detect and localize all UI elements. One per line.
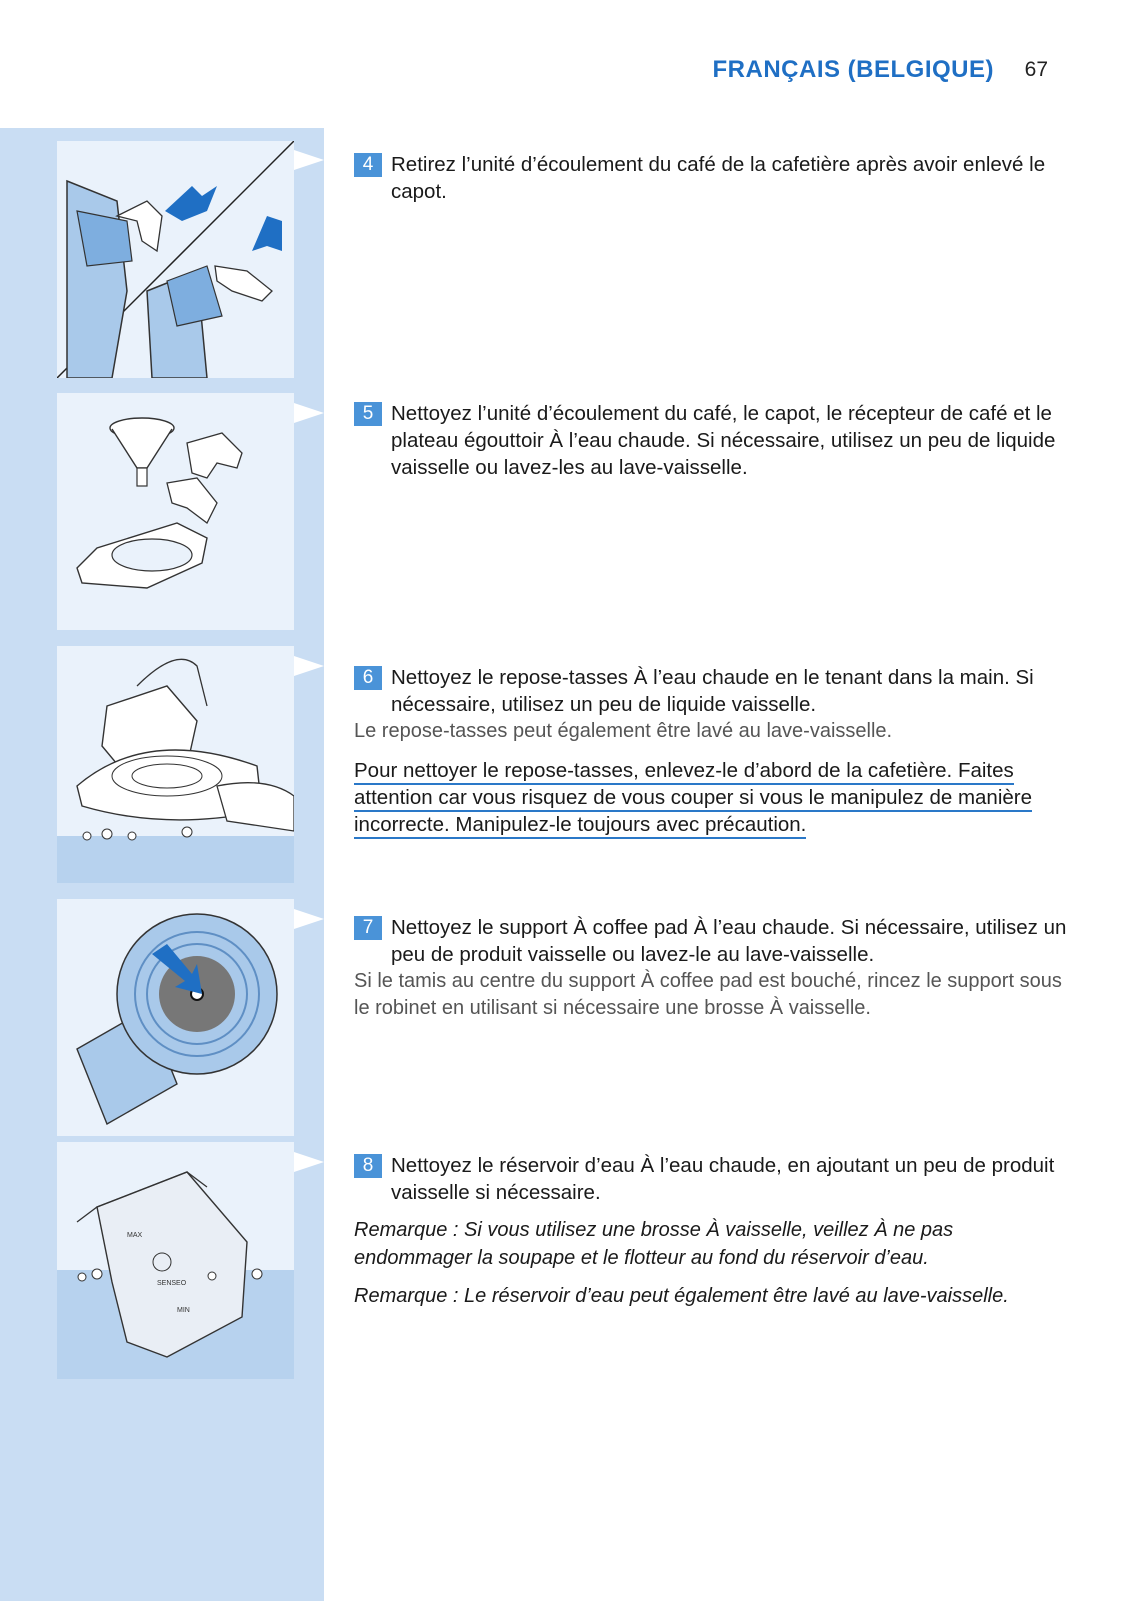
step-text: Nettoyez l’unité d’écoulement du café, le capot, le récepteur de café et le plateau égouttoir À l’eau chaude. Si nécessaire, utilisez un peu de liquide vaisselle ou lavez-les au lave-vaisselle. xyxy=(391,402,1056,479)
step-4 xyxy=(354,151,1070,205)
pointer-arrow xyxy=(294,150,324,170)
step-number-badge: 5 xyxy=(354,402,382,426)
step-subtext: Le repose-tasses peut également être lavé au lave-vaisselle. xyxy=(354,720,893,742)
step-5 xyxy=(354,400,1070,481)
pointer-arrow xyxy=(294,909,324,929)
warning-text xyxy=(354,757,1070,838)
step-text: Nettoyez le support À coffee pad À l’eau chaude. Si nécessaire, utilisez un peu de produit vaisselle ou lavez-le au lave-vaisselle. xyxy=(391,916,1067,966)
washing-cup-tray-icon xyxy=(57,646,294,883)
step-subtext: Si le tamis au centre du support À coffee pad est bouché, rincez le support sous le robinet en utilisant si nécessaire une brosse À vaisselle. xyxy=(354,970,1062,1019)
step-number-badge: 8 xyxy=(354,1154,382,1178)
page-header-language: FRANÇAIS (BELGIQUE) xyxy=(712,56,994,83)
tank-brand-label: SENSEO xyxy=(157,1280,187,1287)
step-8 xyxy=(354,1152,1070,1310)
note-text: Remarque : Le réservoir d’eau peut également être lavé au lave-vaisselle. xyxy=(354,1285,1009,1307)
note-text: Remarque : Si vous utilisez une brosse À vaisselle, veillez À ne pas endommager la soupape et le flotteur au fond du réservoir d’eau. xyxy=(354,1219,954,1269)
step-text: Retirez l’unité d’écoulement du café de la cafetière après avoir enlevé le capot. xyxy=(391,153,1046,203)
step-7 xyxy=(354,914,1070,1022)
parts-exploded-icon xyxy=(57,393,294,630)
page-number: 67 xyxy=(1024,58,1048,81)
step-number-badge: 6 xyxy=(354,666,382,690)
step-text: Nettoyez le réservoir d’eau À l’eau chaude, en ajoutant un peu de produit vaisselle si nécessaire. xyxy=(391,1154,1055,1204)
step-number-badge: 7 xyxy=(354,916,382,940)
warning-underline-text: Pour nettoyer le repose-tasses, enlevez-le d’abord de la cafetière. Faites attention car vous risquez de vous couper si vous le manipulez de manière incorrecte. Manipulez-le toujours avec précaution. xyxy=(354,759,1032,839)
tank-max-label: MAX xyxy=(127,1232,143,1239)
tank-min-label: MIN xyxy=(177,1307,190,1314)
step-number-badge: 4 xyxy=(354,153,382,177)
water-tank-washing-icon xyxy=(57,1142,294,1379)
pointer-arrow xyxy=(294,656,324,676)
step-6 xyxy=(354,664,1070,838)
pointer-arrow xyxy=(294,1152,324,1172)
step-text: Nettoyez le repose-tasses À l’eau chaude en le tenant dans la main. Si nécessaire, utilisez un peu de liquide vaisselle. xyxy=(391,666,1034,716)
pointer-arrow xyxy=(294,403,324,423)
remove-coffee-outlet-icon xyxy=(57,141,294,378)
coffee-pad-holder-icon xyxy=(57,899,294,1136)
